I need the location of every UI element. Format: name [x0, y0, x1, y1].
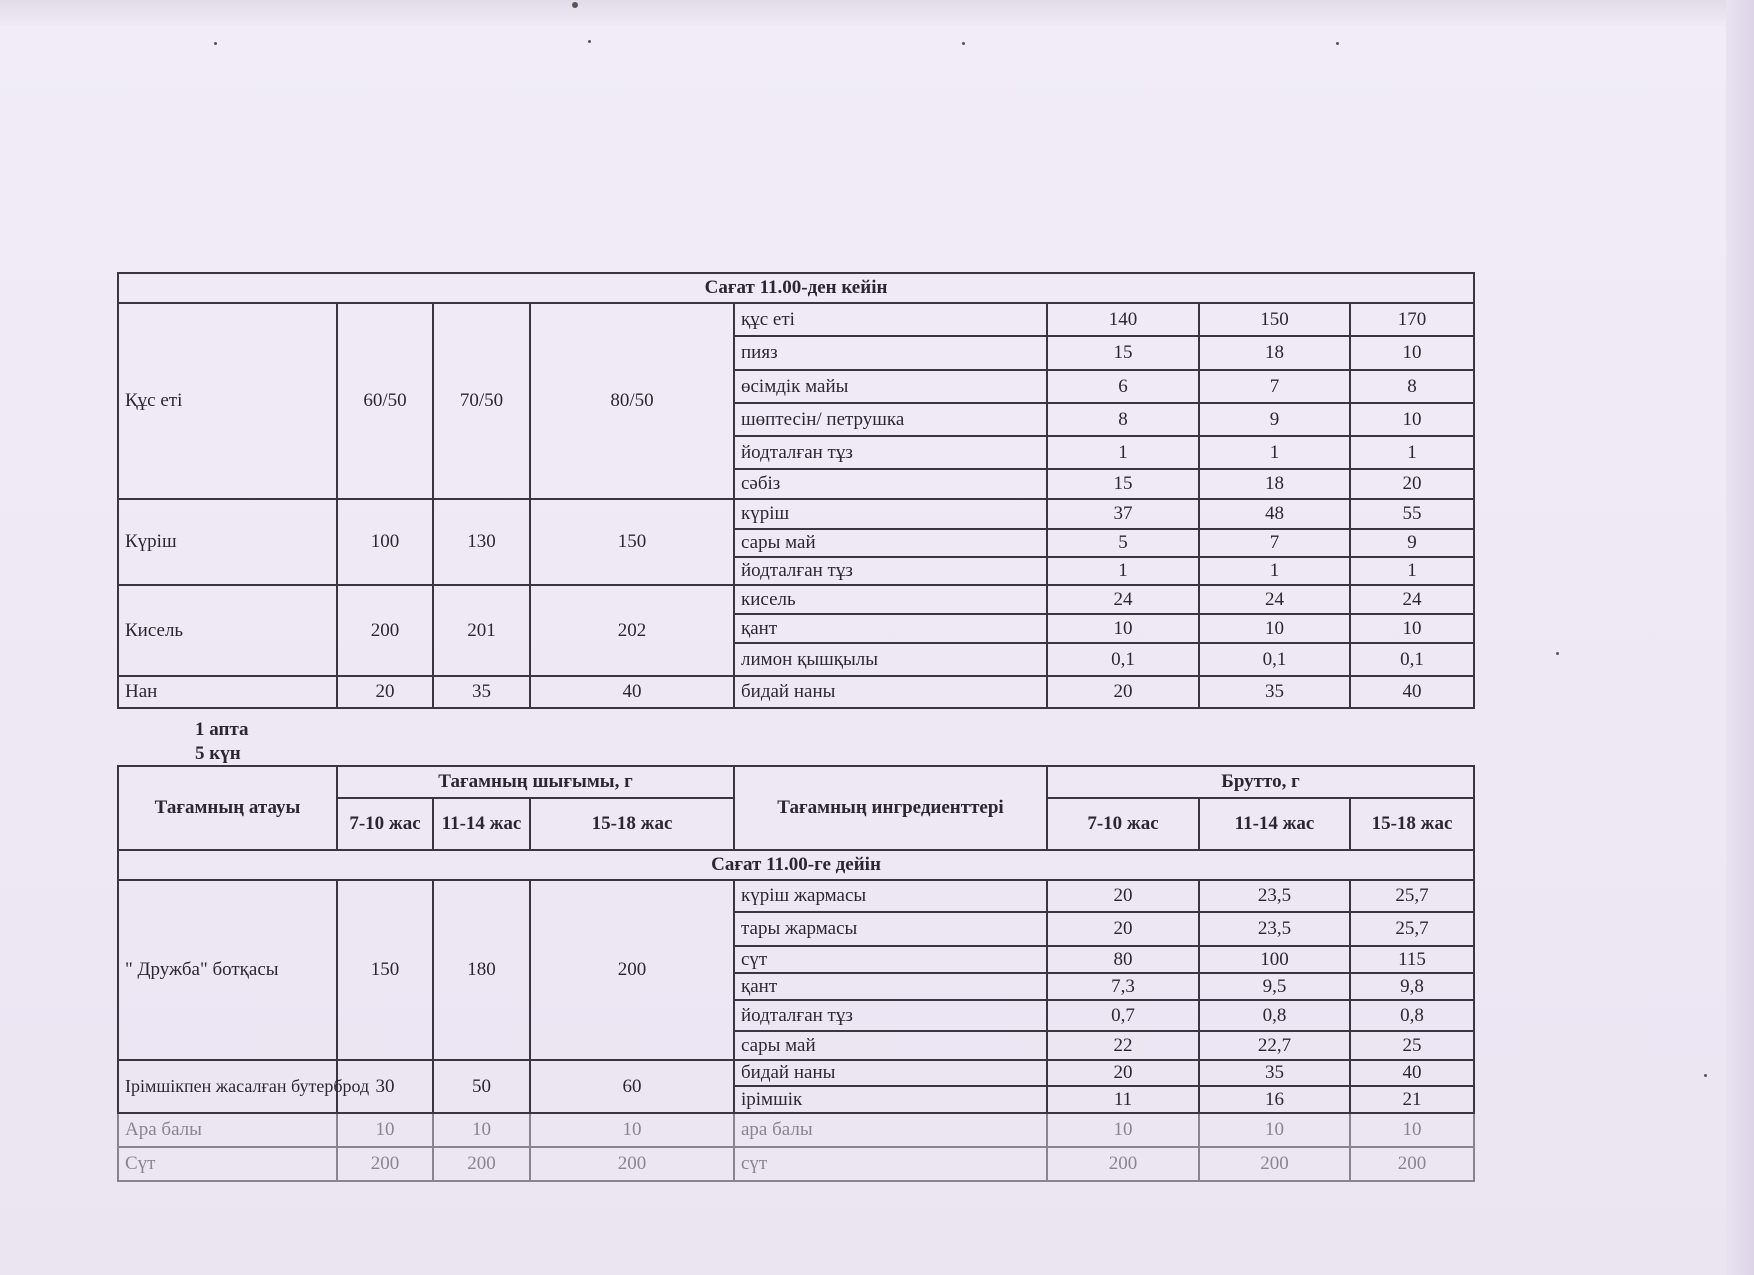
- brutto-7-10: 80: [1047, 946, 1199, 973]
- brutto-7-10: 24: [1047, 585, 1199, 614]
- ingredient-name: йодталған тұз: [734, 1000, 1047, 1031]
- brutto-11-14: 0,1: [1199, 643, 1350, 676]
- ingredient-name: күріш жармасы: [734, 880, 1047, 912]
- yield-11-14: 70/50: [433, 303, 530, 499]
- brutto-11-14: 9: [1199, 403, 1350, 436]
- dish-name: " Дружба" ботқасы: [118, 880, 337, 1060]
- scan-top-band: [0, 0, 1754, 26]
- brutto-7-10: 10: [1047, 614, 1199, 643]
- yield-11-14: 200: [433, 1147, 530, 1181]
- yield-7-10: 150: [337, 880, 433, 1060]
- ingredient-name: сүт: [734, 1147, 1047, 1181]
- brutto-11-14: 1: [1199, 436, 1350, 469]
- ingredient-name: бидай наны: [734, 1060, 1047, 1086]
- brutto-15-18: 24: [1350, 585, 1474, 614]
- yield-15-18: 200: [530, 880, 734, 1060]
- brutto-11-14: 18: [1199, 336, 1350, 370]
- dish-name: Құс еті: [118, 303, 337, 499]
- yield-11-14: 35: [433, 676, 530, 708]
- yield-11-14: 180: [433, 880, 530, 1060]
- yield-15-18: 200: [530, 1147, 734, 1181]
- yield-7-10: 10: [337, 1113, 433, 1147]
- header-yield-15-18: 15-18 жас: [530, 798, 734, 850]
- brutto-7-10: 20: [1047, 880, 1199, 912]
- brutto-11-14: 7: [1199, 370, 1350, 403]
- week-day-label: [195, 718, 249, 766]
- header-brutto: Брутто, г: [1047, 766, 1474, 798]
- brutto-7-10: 1: [1047, 436, 1199, 469]
- ingredient-name: шөптесін/ петрушка: [734, 403, 1047, 436]
- brutto-15-18: 170: [1350, 303, 1474, 336]
- brutto-7-10: 15: [1047, 336, 1199, 370]
- dish-name: Күріш: [118, 499, 337, 585]
- brutto-15-18: 9,8: [1350, 973, 1474, 1000]
- brutto-7-10: 10: [1047, 1113, 1199, 1147]
- dish-name: Нан: [118, 676, 337, 708]
- ingredient-name: йодталған тұз: [734, 436, 1047, 469]
- ingredient-name: бидай наны: [734, 676, 1047, 708]
- menu-table-after-11: [117, 272, 1475, 709]
- brutto-7-10: 200: [1047, 1147, 1199, 1181]
- menu-table-day-5: [117, 765, 1475, 1182]
- brutto-11-14: 22,7: [1199, 1031, 1350, 1060]
- scan-speck: [588, 40, 591, 43]
- brutto-15-18: 20: [1350, 469, 1474, 499]
- brutto-7-10: 140: [1047, 303, 1199, 336]
- brutto-15-18: 200: [1350, 1147, 1474, 1181]
- brutto-11-14: 18: [1199, 469, 1350, 499]
- header-yield-11-14: 11-14 жас: [433, 798, 530, 850]
- brutto-7-10: 8: [1047, 403, 1199, 436]
- brutto-15-18: 55: [1350, 499, 1474, 529]
- brutto-15-18: 25,7: [1350, 880, 1474, 912]
- yield-15-18: 202: [530, 585, 734, 676]
- brutto-7-10: 20: [1047, 676, 1199, 708]
- brutto-7-10: 0,1: [1047, 643, 1199, 676]
- brutto-15-18: 10: [1350, 336, 1474, 370]
- yield-15-18: 150: [530, 499, 734, 585]
- brutto-11-14: 150: [1199, 303, 1350, 336]
- scan-speck: [1704, 1074, 1707, 1077]
- brutto-7-10: 5: [1047, 529, 1199, 557]
- brutto-11-14: 16: [1199, 1086, 1350, 1113]
- ingredient-name: қант: [734, 973, 1047, 1000]
- yield-11-14: 201: [433, 585, 530, 676]
- ingredient-name: ара балы: [734, 1113, 1047, 1147]
- ingredient-name: күріш: [734, 499, 1047, 529]
- brutto-11-14: 9,5: [1199, 973, 1350, 1000]
- brutto-7-10: 6: [1047, 370, 1199, 403]
- brutto-15-18: 25: [1350, 1031, 1474, 1060]
- brutto-11-14: 10: [1199, 1113, 1350, 1147]
- yield-7-10: 200: [337, 585, 433, 676]
- dish-name: Кисель: [118, 585, 337, 676]
- brutto-11-14: 23,5: [1199, 912, 1350, 946]
- scan-speck: [1336, 42, 1339, 45]
- brutto-15-18: 40: [1350, 1060, 1474, 1086]
- header-ingredients: Тағамның ингредиенттері: [734, 766, 1047, 850]
- ingredient-name: сары май: [734, 529, 1047, 557]
- ingredient-name: сары май: [734, 1031, 1047, 1060]
- brutto-11-14: 23,5: [1199, 880, 1350, 912]
- brutto-7-10: 11: [1047, 1086, 1199, 1113]
- dish-name: Ірімшікпен жасалған бутерброд: [118, 1060, 337, 1113]
- brutto-7-10: 0,7: [1047, 1000, 1199, 1031]
- brutto-11-14: 100: [1199, 946, 1350, 973]
- yield-7-10: 30: [337, 1060, 433, 1113]
- brutto-11-14: 200: [1199, 1147, 1350, 1181]
- brutto-15-18: 10: [1350, 614, 1474, 643]
- scan-speck: [572, 2, 578, 8]
- ingredient-name: кисель: [734, 585, 1047, 614]
- brutto-11-14: 10: [1199, 614, 1350, 643]
- brutto-7-10: 37: [1047, 499, 1199, 529]
- yield-7-10: 60/50: [337, 303, 433, 499]
- ingredient-name: сәбіз: [734, 469, 1047, 499]
- header-brutto-7-10: 7-10 жас: [1047, 798, 1199, 850]
- dish-name: Сүт: [118, 1147, 337, 1181]
- brutto-7-10: 7,3: [1047, 973, 1199, 1000]
- yield-11-14: 130: [433, 499, 530, 585]
- yield-15-18: 10: [530, 1113, 734, 1147]
- header-brutto-11-14: 11-14 жас: [1199, 798, 1350, 850]
- ingredient-name: ірімшік: [734, 1086, 1047, 1113]
- brutto-15-18: 8: [1350, 370, 1474, 403]
- header-yield-group: Тағамның шығымы, г: [337, 766, 734, 798]
- ingredient-name: йодталған тұз: [734, 557, 1047, 585]
- brutto-15-18: 9: [1350, 529, 1474, 557]
- header-brutto-15-18: 15-18 жас: [1350, 798, 1474, 850]
- yield-7-10: 100: [337, 499, 433, 585]
- section-title: Сағат 11.00-ге дейін: [118, 850, 1474, 880]
- brutto-11-14: 48: [1199, 499, 1350, 529]
- ingredient-name: пияз: [734, 336, 1047, 370]
- yield-15-18: 60: [530, 1060, 734, 1113]
- header-yield-7-10: 7-10 жас: [337, 798, 433, 850]
- brutto-15-18: 25,7: [1350, 912, 1474, 946]
- week-number: 1 апта: [195, 719, 249, 740]
- brutto-15-18: 10: [1350, 403, 1474, 436]
- brutto-11-14: 24: [1199, 585, 1350, 614]
- brutto-7-10: 15: [1047, 469, 1199, 499]
- header-dish-name: Тағамның атауы: [118, 766, 337, 850]
- brutto-15-18: 10: [1350, 1113, 1474, 1147]
- yield-15-18: 80/50: [530, 303, 734, 499]
- brutto-7-10: 20: [1047, 1060, 1199, 1086]
- scan-speck: [1556, 652, 1559, 655]
- ingredient-name: құс еті: [734, 303, 1047, 336]
- section-title: Сағат 11.00-ден кейін: [118, 273, 1474, 303]
- brutto-15-18: 1: [1350, 436, 1474, 469]
- yield-7-10: 200: [337, 1147, 433, 1181]
- ingredient-name: тары жармасы: [734, 912, 1047, 946]
- brutto-15-18: 0,8: [1350, 1000, 1474, 1031]
- scan-right-edge: [1726, 0, 1754, 1275]
- ingredient-name: өсімдік майы: [734, 370, 1047, 403]
- brutto-15-18: 0,1: [1350, 643, 1474, 676]
- day-number: 5 күн: [195, 743, 241, 764]
- scan-speck: [214, 42, 217, 45]
- ingredient-name: сүт: [734, 946, 1047, 973]
- scan-speck: [962, 42, 965, 45]
- yield-11-14: 10: [433, 1113, 530, 1147]
- brutto-7-10: 20: [1047, 912, 1199, 946]
- brutto-11-14: 35: [1199, 1060, 1350, 1086]
- brutto-11-14: 0,8: [1199, 1000, 1350, 1031]
- dish-name: Ара балы: [118, 1113, 337, 1147]
- ingredient-name: лимон қышқылы: [734, 643, 1047, 676]
- brutto-11-14: 7: [1199, 529, 1350, 557]
- ingredient-name: қант: [734, 614, 1047, 643]
- yield-15-18: 40: [530, 676, 734, 708]
- brutto-15-18: 1: [1350, 557, 1474, 585]
- brutto-11-14: 1: [1199, 557, 1350, 585]
- brutto-11-14: 35: [1199, 676, 1350, 708]
- brutto-7-10: 22: [1047, 1031, 1199, 1060]
- yield-7-10: 20: [337, 676, 433, 708]
- brutto-15-18: 115: [1350, 946, 1474, 973]
- yield-11-14: 50: [433, 1060, 530, 1113]
- brutto-7-10: 1: [1047, 557, 1199, 585]
- brutto-15-18: 21: [1350, 1086, 1474, 1113]
- brutto-15-18: 40: [1350, 676, 1474, 708]
